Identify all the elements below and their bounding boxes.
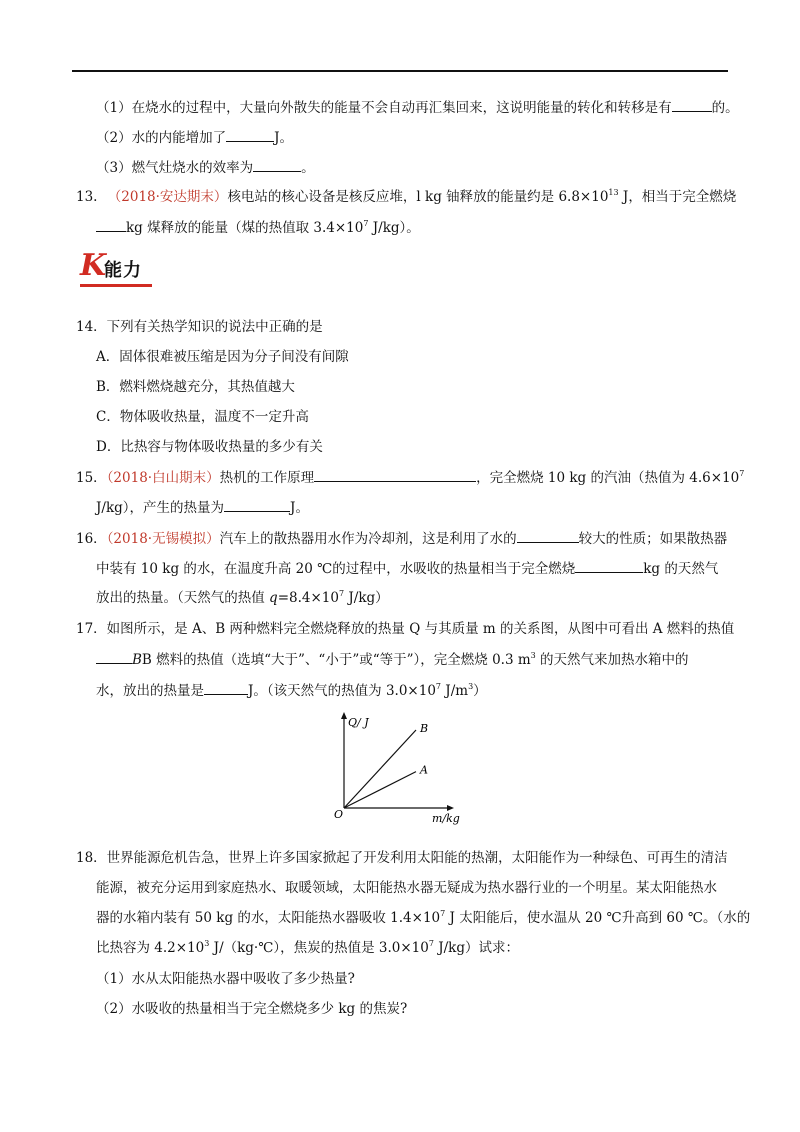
q17-line2: BB 燃料的热值（选填“大于”、“小于”或“等于”），完全燃烧 0.3 $m^3$ 的天然气来加热水箱中的 [96, 649, 689, 670]
section-letter: K [80, 248, 107, 283]
q14-option-b: B．燃料燃烧越充分，其热值越大 [96, 379, 295, 395]
source-tag: （2018·安达期末） [107, 189, 228, 205]
q13-line1: 13. （2018·安达期末）核电站的核心设备是核反应堆，l kg 铀释放的能量约是 $6.8\times 10^{13}$ J，相当于完全燃烧 [76, 187, 737, 205]
q18-sub2: （2）水吸收的热量相当于完全燃烧多少 kg 的焦炭? [96, 1001, 408, 1017]
q18-line4: 比热容为 $4.2\times 10^3$ J/（kg·℃），焦炭的热值是 $3.0\times 10^7$ J/kg）试求： [96, 938, 519, 956]
section-title: 能力 [104, 260, 142, 281]
answer-blank[interactable] [96, 217, 126, 232]
q15-line1: 15．（2018·白山期末）热机的工作原理 ，完全燃烧 10 kg 的汽油（热值为 $4.6\times 10^7$ [76, 468, 745, 486]
q18-line3: 器的水箱内装有 50 kg 的水，太阳能热水器吸收 $1.4\times 10^7$ J 太阳能后，使水温从 20 ℃升高到 60 ℃。（水的 [96, 908, 751, 926]
source-tag: （2018·无锡模拟） [106, 531, 220, 547]
prev-sub1: （1）在烧水的过程中，大量向外散失的能量不会自动再汇集回来，这说明能量的转化和转移是有 的。 [96, 97, 739, 118]
section-header [80, 250, 150, 290]
answer-blank[interactable] [253, 157, 301, 172]
q14-option-c: C．物体吸收热量，温度不一定升高 [96, 409, 309, 425]
answer-blank[interactable] [224, 497, 290, 512]
q16-line2: 中装有 10 kg 的水，在温度升高 20 ℃的过程中，水吸收的热量相当于完全燃烧 kg 的天然气 [96, 558, 718, 579]
answer-blank[interactable] [226, 127, 274, 142]
answer-blank[interactable] [575, 558, 643, 573]
source-tag: （2018·白山期末） [106, 470, 220, 486]
series-line-A [344, 772, 416, 808]
q-m-chart [320, 708, 480, 826]
q18-line2: 能源，被充分运用到家庭热水、取暖领域，太阳能热水器无疑成为热水器行业的一个明星。某太阳能热水 [96, 880, 717, 896]
q17-line3: 水，放出的热量是 J。（该天然气的热值为 $3.0\times 10^7$ $J/m^3$） [96, 681, 487, 699]
q17-line1: 17．如图所示，是 A、B 两种燃料完全燃烧释放的热量 Q 与其质量 m 的关系图，从图中可看出 A 燃料的热值 [76, 621, 735, 637]
q18-sub1: （1）水从太阳能热水器中吸收了多少热量? [96, 971, 355, 987]
section-underline [80, 284, 152, 287]
q13-line2: kg 煤释放的能量（煤的热值取 $3.4\times 10^7$ J/kg）。 [96, 217, 420, 238]
origin-label: O [334, 808, 344, 821]
answer-blank[interactable] [672, 97, 712, 112]
x-axis-arrow [447, 805, 454, 811]
q14-stem: 14．下列有关热学知识的说法中正确的是 [76, 319, 323, 335]
series-line-B [344, 730, 416, 808]
answer-blank[interactable] [314, 467, 476, 482]
answer-blank[interactable] [204, 680, 248, 695]
q16-line1: 16．（2018·无锡模拟）汽车上的散热器用水作为冷却剂，这是利用了水的 较大的性质；如果散热器 [76, 528, 727, 549]
q14-option-a: A．固体很难被压缩是因为分子间没有间隙 [96, 349, 349, 365]
y-axis-arrow [341, 712, 347, 719]
y-axis-label: Q/ J [348, 716, 369, 729]
q14-option-d: D．比热容与物体吸收热量的多少有关 [96, 439, 323, 455]
prev-sub3: （3）燃气灶烧水的效率为 。 [96, 157, 315, 178]
series-label-A: A [420, 763, 428, 777]
q16-line3: 放出的热量。（天然气的热值 $q=8.4\times 10^7$ J/kg） [96, 588, 389, 606]
q15-line2: J/kg），产生的热量为 J。 [96, 497, 309, 518]
x-axis-label: m/kg [432, 812, 460, 825]
series-label-B: B [420, 722, 429, 735]
q18-line1: 18．世界能源危机告急，世界上许多国家掀起了开发利用太阳能的热潮，太阳能作为一种绿色、可再生的清洁 [76, 850, 728, 866]
answer-blank[interactable] [517, 528, 579, 543]
answer-blank[interactable] [96, 649, 132, 664]
header-rule [72, 70, 728, 72]
prev-sub2: （2）水的内能增加了 J。 [96, 127, 293, 148]
